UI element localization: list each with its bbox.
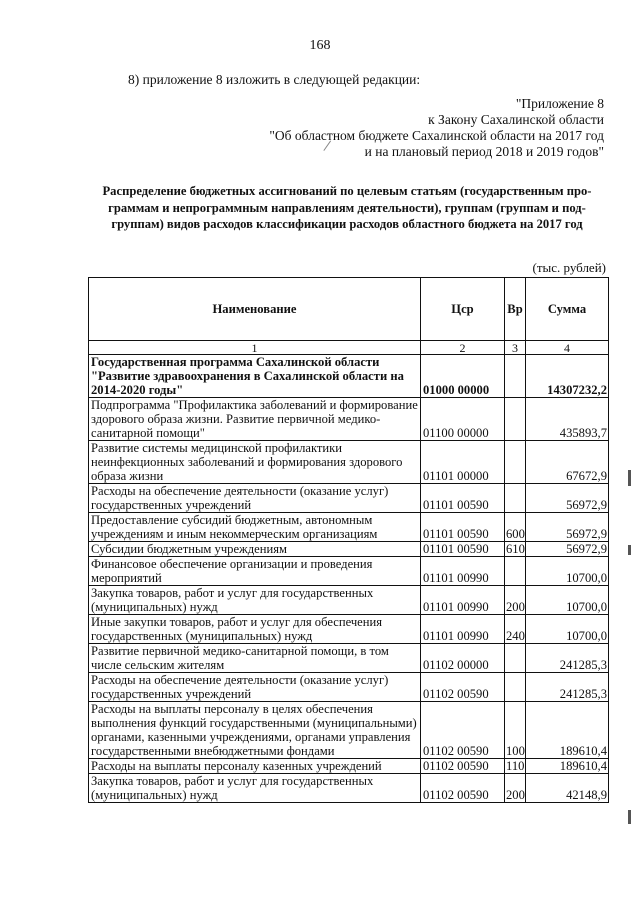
page-number: 168 (309, 38, 331, 53)
row-csr-cell: 01100 00000 (421, 398, 505, 441)
row-csr-cell: 01102 00590 (421, 759, 505, 774)
row-name-cell: Подпрограмма "Профилактика заболеваний и формирование здорового образа жизни. Развитие первичной медико-санитарной помощи" (89, 398, 421, 441)
table-row (89, 586, 609, 615)
row-csr-cell: 01000 00000 (421, 355, 505, 398)
row-csr-cell: 01101 00990 (421, 615, 505, 644)
row-sum-cell: 241285,3 (526, 673, 609, 702)
table-row (89, 759, 609, 774)
row-csr-cell: 01102 00000 (421, 644, 505, 673)
title-line: Распределение бюджетных ассигнований по целевым статьям (государственным про- (102, 184, 592, 198)
column-header-csr: Цср (421, 278, 505, 341)
scan-edge-mark (628, 545, 631, 555)
row-name-cell: Расходы на обеспечение деятельности (оказание услуг) государственных учреждений (89, 673, 421, 702)
budget-table (88, 277, 609, 803)
row-sum-cell: 10700,0 (526, 615, 609, 644)
row-csr-cell: 01101 00590 (421, 542, 505, 557)
table-row (89, 774, 609, 803)
row-name-cell: Расходы на обеспечение деятельности (оказание услуг) государственных учреждений (89, 484, 421, 513)
title-line: группам) видов расходов классификации расходов областного бюджета на 2017 год (111, 217, 583, 231)
column-index: 1 (89, 341, 421, 355)
appendix-caption-line: к Закону Сахалинской области (428, 112, 604, 127)
row-vr-cell (505, 673, 526, 702)
table-row (89, 441, 609, 484)
row-sum-cell: 56972,9 (526, 542, 609, 557)
table-row (89, 673, 609, 702)
row-vr-cell (505, 398, 526, 441)
row-vr-cell: 100 (505, 702, 526, 759)
column-header-name: Наименование (89, 278, 421, 341)
row-name-cell: Закупка товаров, работ и услуг для государственных (муниципальных) нужд (89, 774, 421, 803)
row-name-cell: Иные закупки товаров, работ и услуг для обеспечения государственных (муниципальных) нужд (89, 615, 421, 644)
row-name-cell: Предоставление субсидий бюджетным, автономным учреждениям и иным некоммерческим организациям (89, 513, 421, 542)
row-csr-cell: 01102 00590 (421, 673, 505, 702)
row-csr-cell: 01101 00000 (421, 441, 505, 484)
row-vr-cell (505, 557, 526, 586)
row-csr-cell: 01102 00590 (421, 702, 505, 759)
row-vr-cell (505, 355, 526, 398)
row-vr-cell: 200 (505, 586, 526, 615)
amendment-instruction: 8) приложение 8 изложить в следующей редакции: (128, 72, 421, 87)
table-row (89, 513, 609, 542)
row-sum-cell: 10700,0 (526, 586, 609, 615)
row-name-cell: Расходы на выплаты персоналу казенных учреждений (89, 759, 421, 774)
row-vr-cell: 240 (505, 615, 526, 644)
row-sum-cell: 435893,7 (526, 398, 609, 441)
row-name-cell: Развитие системы медицинской профилактики неинфекционных заболеваний и формирования здорового образа жизни (89, 441, 421, 484)
row-vr-cell: 110 (506, 759, 525, 773)
column-header-sum: Сумма (526, 278, 609, 341)
table-row (89, 355, 609, 398)
scan-edge-mark (628, 810, 631, 824)
row-vr-cell: 610 (506, 542, 525, 556)
table-row (89, 542, 609, 557)
table-row (89, 398, 609, 441)
row-name-cell: Финансовое обеспечение организации и проведения мероприятий (89, 557, 421, 586)
row-csr-cell: 01101 00590 (421, 484, 505, 513)
column-index-row (89, 341, 609, 355)
row-name-cell: Закупка товаров, работ и услуг для государственных (муниципальных) нужд (89, 586, 421, 615)
row-sum-cell: 14307232,2 (526, 355, 609, 398)
column-header-vr: Вр (505, 278, 526, 341)
row-csr-cell: 01101 00990 (421, 586, 505, 615)
row-vr-cell (505, 644, 526, 673)
row-sum-cell: 67672,9 (526, 441, 609, 484)
row-name-cell: Расходы на выплаты персоналу в целях обеспечения выполнения функций государственными (муниципальными) органами, казенными учреждениями, органами управления государственными внебюджетными фондами (89, 702, 421, 759)
column-index: 2 (421, 341, 505, 355)
row-name-cell: Субсидии бюджетным учреждениям (89, 542, 421, 557)
row-vr-cell (505, 441, 526, 484)
row-sum-cell: 42148,9 (526, 774, 609, 803)
table-row (89, 615, 609, 644)
row-sum-cell: 189610,4 (526, 702, 609, 759)
column-index: 3 (505, 341, 526, 355)
table-header-row (89, 278, 609, 341)
appendix-caption-line: "Приложение 8 (515, 96, 604, 111)
table-row (89, 484, 609, 513)
table-row (89, 702, 609, 759)
row-sum-cell: 189610,4 (526, 759, 609, 774)
appendix-caption-line: и на плановый период 2018 и 2019 годов" (364, 144, 604, 159)
row-sum-cell: 56972,9 (526, 484, 609, 513)
row-sum-cell: 56972,9 (526, 513, 609, 542)
scan-edge-mark (628, 470, 631, 486)
table-row (89, 557, 609, 586)
units-label: (тыс. рублей) (532, 260, 606, 275)
row-name-cell: Развитие первичной медико-санитарной помощи, в том числе сельским жителям (89, 644, 421, 673)
column-index: 4 (526, 341, 609, 355)
table-row (89, 644, 609, 673)
row-vr-cell: 600 (505, 513, 526, 542)
row-csr-cell: 01102 00590 (421, 774, 505, 803)
appendix-caption-line: "Об областном бюджете Сахалинской области на 2017 год (269, 128, 604, 143)
row-name-cell: Государственная программа Сахалинской области "Развитие здравоохранения в Сахалинской области на 2014-2020 годы" (89, 355, 421, 398)
row-csr-cell: 01101 00990 (421, 557, 505, 586)
title-line: граммам и непрограммным направлениям деятельности), группам (группам и под- (108, 200, 586, 215)
row-sum-cell: 10700,0 (526, 557, 609, 586)
row-csr-cell: 01101 00590 (421, 513, 505, 542)
row-sum-cell: 241285,3 (526, 644, 609, 673)
document-title (92, 183, 602, 233)
row-vr-cell (505, 484, 526, 513)
row-vr-cell: 200 (505, 774, 526, 803)
